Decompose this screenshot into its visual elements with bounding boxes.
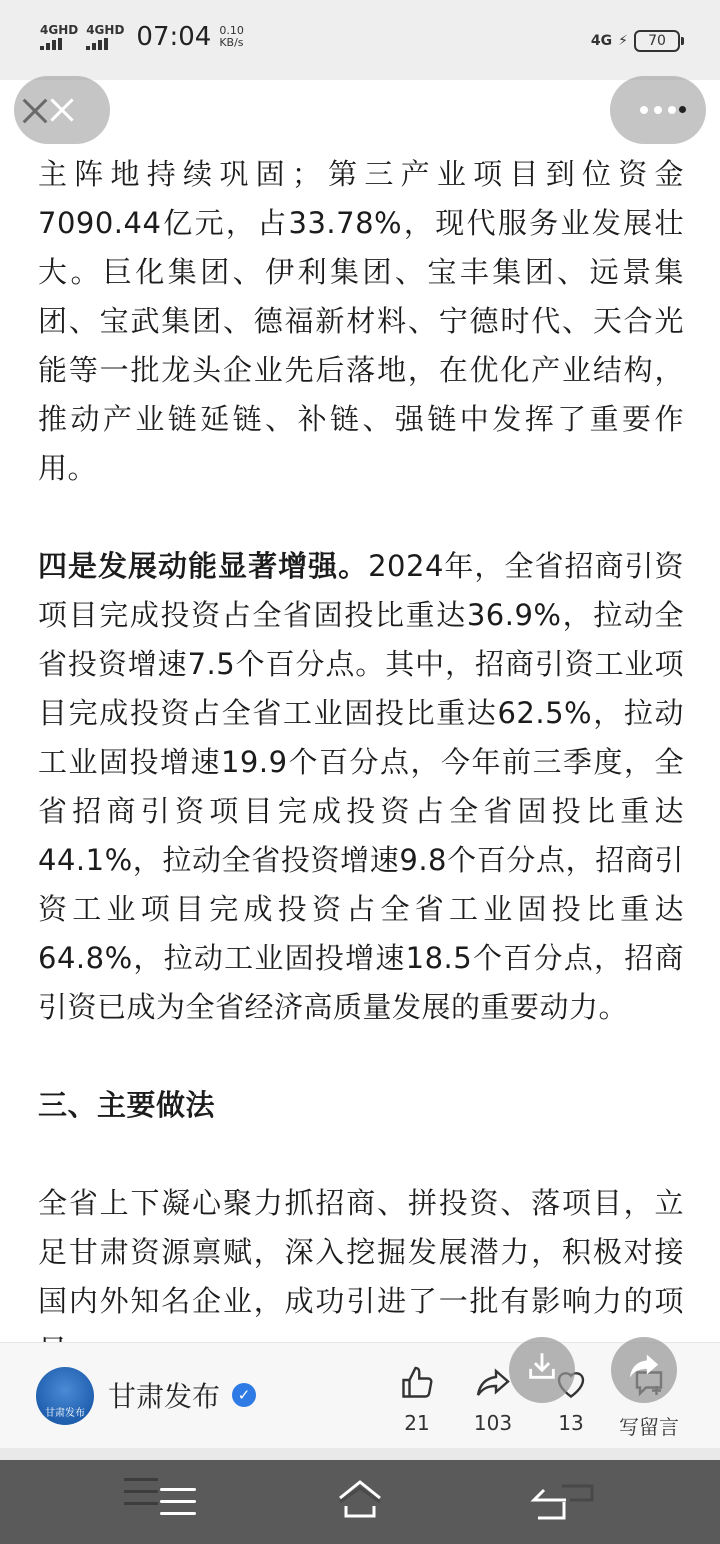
more-dot-icon	[679, 106, 686, 113]
home-icon[interactable]	[334, 1474, 386, 1524]
thumbs-up-icon	[382, 1365, 452, 1405]
share-count: 103	[473, 1411, 513, 1435]
menu-icon[interactable]	[160, 1488, 196, 1524]
section-heading: 三、主要做法	[38, 1088, 216, 1122]
status-right	[591, 30, 680, 52]
publisher-avatar[interactable]	[36, 1367, 94, 1425]
article-body	[38, 150, 684, 1424]
publisher-name[interactable]: 甘肃发布	[108, 1380, 221, 1413]
paragraph-1: 主阵地持续巩固；第三产业项目到位资金7090.44亿元，占33.78%，现代服务业发展壮大。巨化集团、伊利集团、宝丰集团、远景集团、宝武集团、德福新材料、宁德时代、天合光能等一批龙头企业先后落地，在优化产业结构，推动产业链延链、补链、强链中发挥了重要作用。	[38, 157, 684, 485]
menu-shadow-icon	[124, 1478, 158, 1514]
charging-icon: ⚡	[618, 33, 628, 49]
battery-icon: 70	[634, 30, 680, 52]
separator	[0, 1448, 720, 1460]
more-icon	[640, 106, 676, 114]
like-count: 21	[404, 1411, 430, 1435]
network-type: 4G	[590, 33, 613, 49]
clock: 07:04	[136, 22, 212, 52]
download-icon	[525, 1349, 559, 1392]
speed-value: 0.10	[219, 24, 244, 37]
like-button[interactable]	[382, 1365, 452, 1435]
download-button[interactable]	[509, 1337, 575, 1403]
paragraph-2	[38, 542, 684, 1032]
network-speed	[219, 25, 244, 49]
paragraph-2-text: 2024年，全省招商引资项目完成投资占全省固投比重达36.9%，拉动全省投资增速7.5个百分点。其中，招商引资工业项目完成投资占全省工业固投比重达62.5%，拉动工业固投增速19.9个百分点，今年前三季度，全省招商引资项目完成投资占全省固投比重达44.1%，拉动全省投资增速9.8个百分点，招商引资工业项目完成投资占全省工业固投比重达64.8%，拉动工业固投增速18.5个百分点，招商引资已成为全省经济高质量发展的重要动力。	[38, 549, 684, 1024]
verified-icon: ✓	[232, 1383, 256, 1407]
signal-label-2: 4GHD	[86, 23, 125, 37]
status-bar	[0, 0, 720, 80]
system-nav-bar	[0, 1460, 720, 1544]
signal-label-1: 4GHD	[40, 23, 79, 37]
close-button[interactable]	[14, 76, 110, 144]
speed-unit: KB/s	[219, 36, 244, 49]
close-icon	[45, 93, 79, 127]
forward-icon	[627, 1349, 661, 1392]
paragraph-3: 全省上下凝心聚力抓招商、拼投资、落项目，立足甘肃资源禀赋，深入挖掘发展潜力，积极对接国内外知名企业，成功引进了一批有影响力的项	[38, 1186, 684, 1318]
forward-button[interactable]	[611, 1337, 677, 1403]
avatar-label: 甘肃发布	[45, 1408, 85, 1419]
comment-label: 写留言	[619, 1415, 679, 1439]
back-icon[interactable]	[530, 1480, 596, 1524]
paragraph-2-lead: 四是发展动能显著增强。	[38, 549, 369, 583]
signal-icon-2	[86, 24, 124, 50]
status-left	[40, 22, 244, 52]
more-button[interactable]	[610, 76, 706, 144]
favorite-count: 13	[558, 1411, 584, 1435]
action-bar	[0, 1342, 720, 1449]
signal-icon-1	[40, 24, 78, 50]
